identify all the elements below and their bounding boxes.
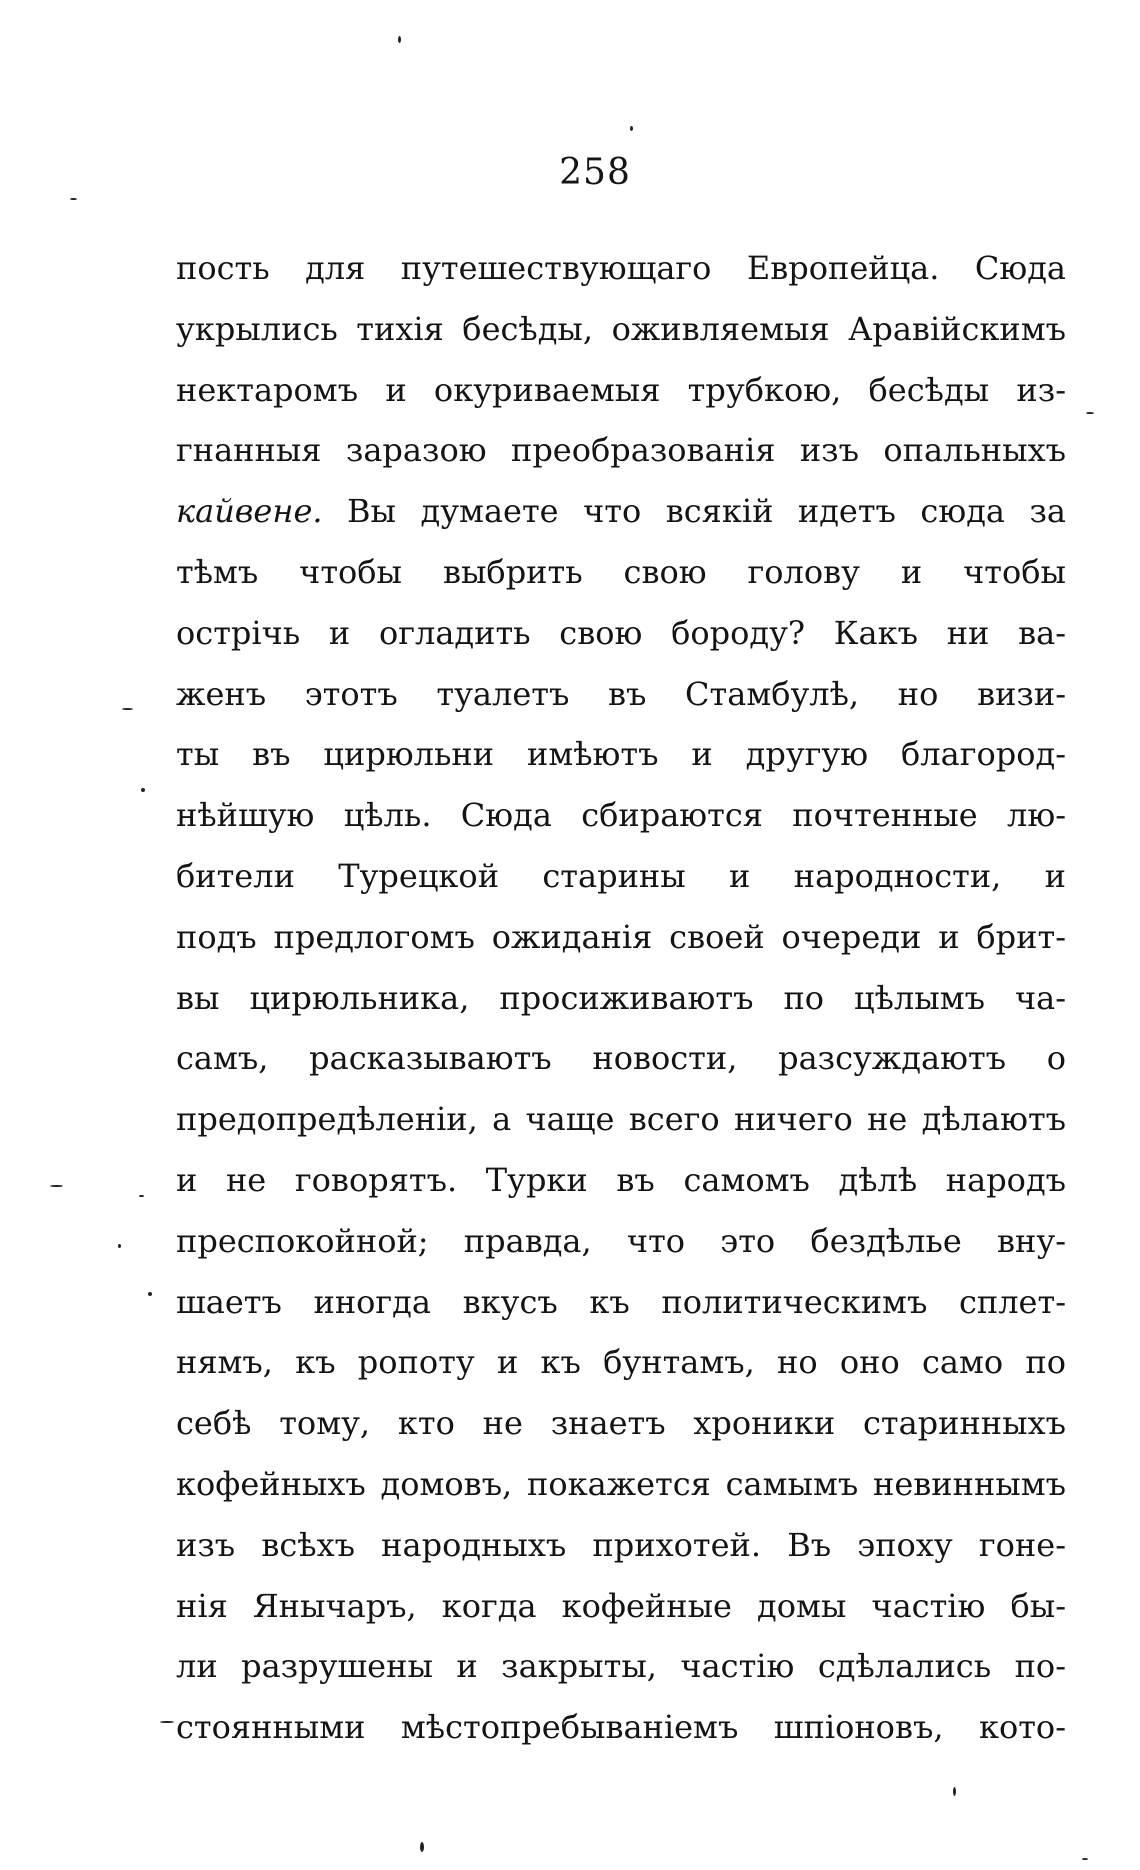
italic-word: кайвене. (176, 492, 323, 531)
text-line: кофейныхъ домовъ, покажется самымъ невиннымъ (176, 1464, 1066, 1503)
text-line: нія Янычаръ, когда кофейные домы частію бы- (176, 1586, 1066, 1625)
text-line: бители Турецкой старины и народности, и (176, 856, 1066, 895)
text-line: самъ, расказываютъ новости, разсуждаютъ о (176, 1039, 1066, 1078)
scan-speck (1082, 1858, 1088, 1860)
text-line: нѣйшую цѣль. Сюда сбираются почтенные лю- (176, 796, 1066, 835)
text-line: стоянными мѣстопребываніемъ шпіоновъ, кото- (176, 1708, 1066, 1747)
scan-speck (141, 788, 145, 792)
text-line: женъ этотъ туалетъ въ Стамбулѣ, но визи- (176, 674, 1066, 713)
text-line: пость для путешествующаго Европейца. Сюда (176, 249, 1066, 287)
text-line-rest: Вы думаете что всякій идетъ сюда за (322, 492, 1066, 531)
text-line: и не говорятъ. Турки въ самомъ дѣлѣ народъ (176, 1160, 1066, 1199)
scan-speck (50, 1185, 63, 1187)
scan-speck (1086, 412, 1094, 414)
scan-speck (630, 126, 633, 131)
text-line: тѣмъ чтобы выбрить свою голову и чтобы (176, 552, 1066, 591)
text-line: укрылись тихія бесѣды, оживляемыя Аравійскимъ (176, 309, 1066, 348)
text-line: нектаромъ и окуриваемыя трубкою, бесѣды из- (176, 370, 1066, 409)
scan-speck (160, 1721, 174, 1723)
text-line: ты въ цирюльни имѣютъ и другую благород- (176, 735, 1066, 774)
text-line: себѣ тому, кто не знаетъ хроники старинныхъ (176, 1404, 1066, 1443)
scan-speck (118, 1244, 121, 1248)
body-text (176, 238, 1066, 1758)
text-line: преспокойной; правда, что это бездѣлье вну- (176, 1221, 1066, 1260)
scan-speck (139, 1195, 144, 1197)
page-number: 258 (559, 152, 631, 193)
text-line: ли разрушены и закрыты, частію сдѣлались по- (176, 1647, 1066, 1686)
text-line: острічь и огладить свою бороду? Какъ ни ва- (176, 613, 1066, 652)
scan-speck (398, 36, 401, 43)
text-line: предопредѣленіи, а чаще всего ничего не дѣлаютъ (176, 1100, 1066, 1139)
scan-speck (122, 708, 133, 710)
text-line: вы цирюльника, просиживаютъ по цѣлымъ ча- (176, 978, 1066, 1017)
text-line: гнанныя заразою преобразованія изъ опальныхъ (176, 431, 1066, 470)
text-line: шаетъ иногда вкусъ къ политическимъ сплет- (176, 1282, 1066, 1321)
scan-speck (953, 1787, 956, 1796)
scan-speck (148, 1292, 152, 1296)
scan-speck (70, 198, 77, 200)
text-line: нямъ, къ ропоту и къ бунтамъ, но оно само по (176, 1343, 1066, 1382)
text-line: изъ всѣхъ народныхъ прихотей. Въ эпоху гоне- (176, 1525, 1066, 1564)
scan-speck (420, 1842, 424, 1852)
text-line: подъ предлогомъ ожиданія своей очереди и брит- (176, 917, 1066, 956)
text-line (176, 481, 1066, 542)
